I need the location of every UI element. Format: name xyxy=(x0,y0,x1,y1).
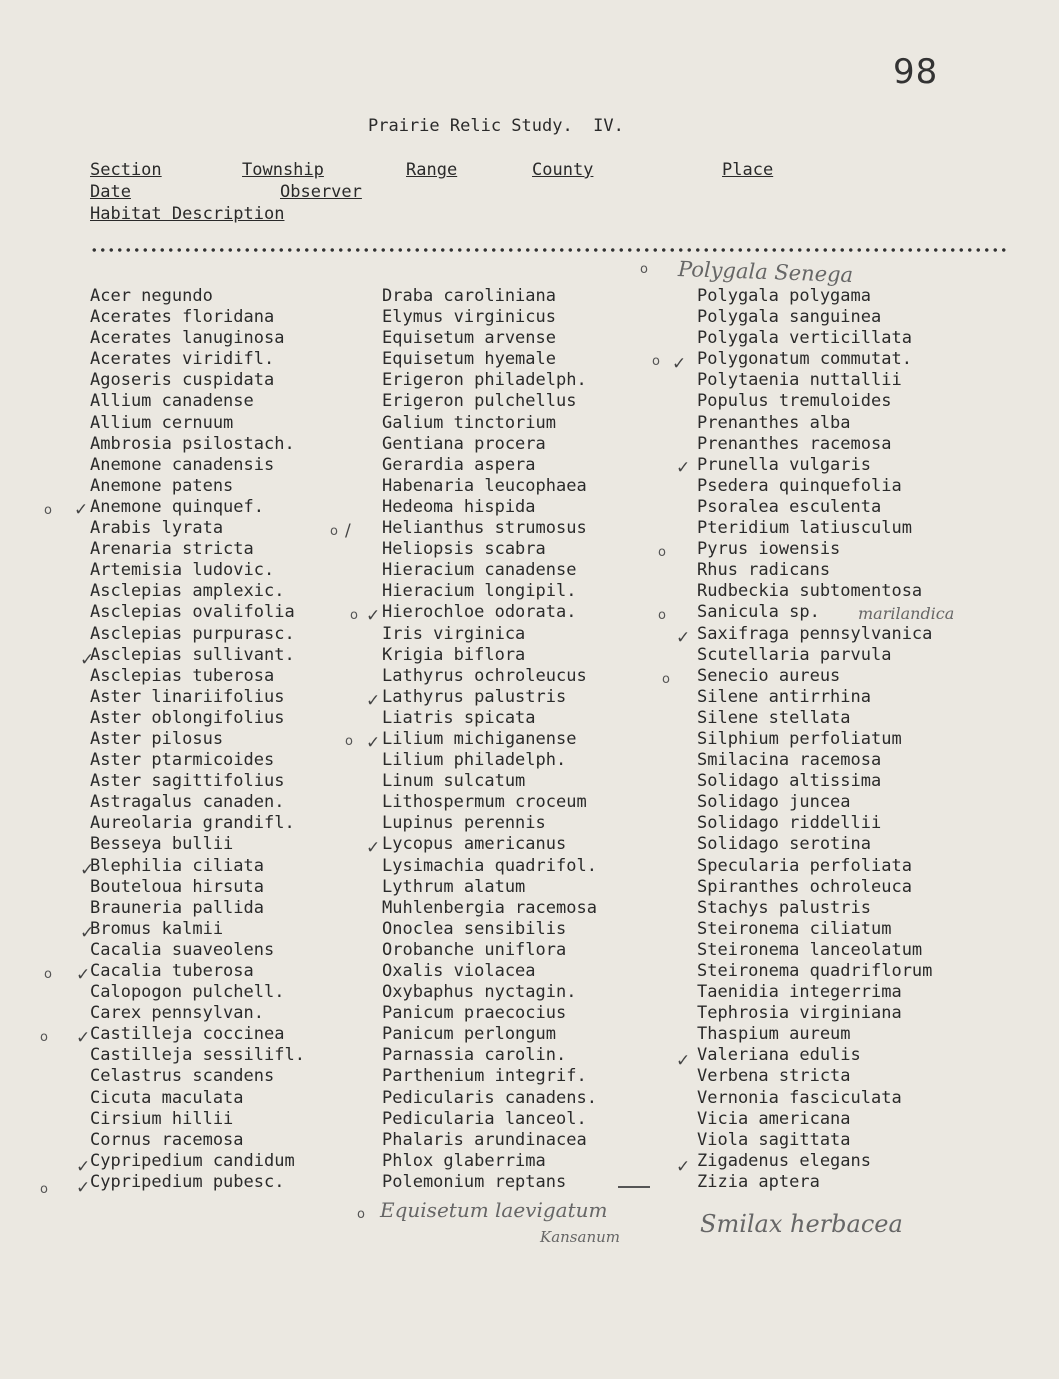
species-entry: Lathyrus palustris xyxy=(382,686,567,707)
species-entry: Aureolaria grandifl. xyxy=(90,813,295,834)
check-mark-icon: ✓ xyxy=(80,923,95,943)
species-entry: Aster oblongifolius xyxy=(90,707,285,728)
species-entry: Erigeron pulchellus xyxy=(382,391,577,412)
species-entry: Equisetum hyemale xyxy=(382,349,556,370)
species-entry: Aster linariifolius xyxy=(90,686,285,707)
species-entry: Silphium perfoliatum xyxy=(697,728,902,749)
species-entry: Allium cernuum xyxy=(90,412,234,433)
species-entry: Elymus virginicus xyxy=(382,307,556,328)
species-entry: Aster ptarmicoides xyxy=(90,750,275,771)
handwritten-polygala-senega: Polygala Senega xyxy=(677,256,854,288)
species-entry: Lilium michiganense xyxy=(382,728,577,749)
header-township: Township xyxy=(242,160,324,180)
circle-mark: o xyxy=(40,1030,48,1045)
check-mark-icon: ✓ xyxy=(76,1157,91,1177)
species-entry: Polygala sanguinea xyxy=(697,307,882,328)
species-entry: Thaspium aureum xyxy=(697,1024,851,1045)
species-entry: Cypripedium candidum xyxy=(90,1150,295,1171)
circle-mark: o xyxy=(658,545,666,560)
species-entry: Linum sulcatum xyxy=(382,771,526,792)
species-entry: Gerardia aspera xyxy=(382,454,536,475)
species-entry: Onoclea sensibilis xyxy=(382,918,567,939)
page-number: 98 xyxy=(893,52,939,92)
check-mark-icon: ✓ xyxy=(76,1178,91,1198)
check-mark-icon: ✓ xyxy=(672,354,687,374)
species-entry: Asclepias sullivant. xyxy=(90,644,295,665)
species-entry: Vernonia fasciculata xyxy=(697,1087,902,1108)
species-entry: Anemone canadensis xyxy=(90,454,275,475)
species-entry: Rhus radicans xyxy=(697,560,831,581)
species-entry: Smilacina racemosa xyxy=(697,750,882,771)
circle-mark: o xyxy=(44,967,52,982)
check-mark-icon: ✓ xyxy=(366,606,381,626)
species-entry: Silene antirrhina xyxy=(697,686,871,707)
species-entry: Spiranthes ochroleuca xyxy=(697,876,912,897)
header-observer: Observer xyxy=(280,182,362,202)
species-entry: Brauneria pallida xyxy=(90,897,264,918)
species-entry: Anemone quinquef. xyxy=(90,496,264,517)
handwritten-equisetum: Equisetum laevigatum xyxy=(380,1198,608,1222)
check-mark-icon: ✓ xyxy=(676,1157,691,1177)
species-entry: Solidago altissima xyxy=(697,771,882,792)
species-entry: Allium canadense xyxy=(90,391,254,412)
handwritten-smilax-herbacea: Smilax herbacea xyxy=(700,1210,903,1238)
species-entry: Castilleja coccinea xyxy=(90,1024,285,1045)
species-entry: Vicia americana xyxy=(697,1108,851,1129)
check-mark-icon: ✓ xyxy=(76,965,91,985)
species-entry: Solidago juncea xyxy=(697,792,851,813)
species-entry: Blephilia ciliata xyxy=(90,855,264,876)
species-entry: Prenanthes alba xyxy=(697,412,851,433)
species-entry: Hieracium longipil. xyxy=(382,581,577,602)
species-entry: Phlox glaberrima xyxy=(382,1150,546,1171)
species-entry: Hieracium canadense xyxy=(382,560,577,581)
species-entry: Lycopus americanus xyxy=(382,834,567,855)
species-entry: Oxalis violacea xyxy=(382,961,536,981)
species-entry: Draba caroliniana xyxy=(382,286,556,306)
species-entry: Liatris spicata xyxy=(382,707,536,728)
species-entry: Iris virginica xyxy=(382,623,526,644)
handwritten-kansanum: Kansanum xyxy=(540,1228,620,1246)
check-mark-icon: ✓ xyxy=(676,1051,691,1071)
species-entry: Cirsium hillii xyxy=(90,1108,234,1129)
species-entry: Scutellaria parvula xyxy=(697,644,892,665)
species-entry: Heliopsis scabra xyxy=(382,539,546,560)
species-entry: Oxybaphus nyctagin. xyxy=(382,982,577,1003)
species-entry: Silene stellata xyxy=(697,707,851,728)
circle-mark: o xyxy=(357,1207,365,1222)
species-entry: Pyrus iowensis xyxy=(697,539,841,560)
handwritten-sanicula-note: marilandica xyxy=(858,604,955,623)
species-entry: Bromus kalmii xyxy=(90,918,224,939)
species-entry: Hierochloe odorata. xyxy=(382,602,577,623)
species-entry: Helianthus strumosus xyxy=(382,518,587,539)
species-entry: Steironema lanceolatum xyxy=(697,939,923,960)
species-entry: Acerates lanuginosa xyxy=(90,328,285,349)
species-entry: Anemone patens xyxy=(90,475,234,496)
header-range: Range xyxy=(406,160,458,180)
species-entry: Lupinus perennis xyxy=(382,813,546,834)
circle-mark: o xyxy=(350,608,358,623)
species-entry: Acerates floridana xyxy=(90,307,275,328)
species-entry: Specularia perfoliata xyxy=(697,855,912,876)
species-entry: Verbena stricta xyxy=(697,1066,851,1087)
species-entry: Acerates viridifl. xyxy=(90,349,275,370)
species-entry: Phalaris arundinacea xyxy=(382,1129,587,1150)
species-entry: Parnassia carolin. xyxy=(382,1045,567,1066)
species-entry: Artemisia ludovic. xyxy=(90,560,275,581)
species-entry: Polygala polygama xyxy=(697,286,871,306)
species-entry: Zigadenus elegans xyxy=(697,1150,871,1171)
check-mark-icon: ✓ xyxy=(366,733,381,753)
species-entry: Lithospermum croceum xyxy=(382,792,587,813)
species-entry: Carex pennsylvan. xyxy=(90,1003,264,1024)
species-entry: Krigia biflora xyxy=(382,644,526,665)
check-mark-icon: ✓ xyxy=(80,650,95,670)
circle-mark: o xyxy=(40,1182,48,1197)
header-county: County xyxy=(532,160,594,180)
circle-mark: o xyxy=(652,354,660,369)
species-entry: Solidago serotina xyxy=(697,834,871,855)
species-entry: Astragalus canaden. xyxy=(90,792,285,813)
species-entry: Cacalia suaveolens xyxy=(90,939,275,960)
species-entry: Cicuta maculata xyxy=(90,1087,244,1108)
species-entry: Pedicularis canadens. xyxy=(382,1087,597,1108)
species-entry: Ambrosia psilostach. xyxy=(90,433,295,454)
species-entry: Polygala verticillata xyxy=(697,328,912,349)
species-entry: Aster pilosus xyxy=(90,728,224,749)
check-mark-icon: ✓ xyxy=(676,458,691,478)
species-entry: Polemonium reptans xyxy=(382,1171,567,1192)
species-entry: Calopogon pulchell. xyxy=(90,982,285,1003)
species-entry: Parthenium integrif. xyxy=(382,1066,587,1087)
species-entry: Zizia aptera xyxy=(697,1171,820,1192)
header-section: Section xyxy=(90,160,162,180)
species-entry: Senecio aureus xyxy=(697,665,841,686)
check-mark-icon: ✓ xyxy=(676,628,691,648)
species-entry: Stachys palustris xyxy=(697,897,871,918)
species-entry: Cornus racemosa xyxy=(90,1129,244,1150)
species-entry: Muhlenbergia racemosa xyxy=(382,897,597,918)
species-entry: Saxifraga pennsylvanica xyxy=(697,623,933,644)
handwritten-dash xyxy=(618,1186,650,1188)
species-entry: Arenaria stricta xyxy=(90,539,254,560)
species-entry: Arabis lyrata xyxy=(90,518,224,539)
species-entry: Populus tremuloides xyxy=(697,391,892,412)
species-column-middle xyxy=(382,286,597,1193)
species-entry: Equisetum arvense xyxy=(382,328,556,349)
species-entry: Galium tinctorium xyxy=(382,412,556,433)
species-entry: Panicum praecocius xyxy=(382,1003,567,1024)
species-entry: Pteridium latiusculum xyxy=(697,518,912,539)
species-entry: Panicum perlongum xyxy=(382,1024,556,1045)
header-habitat: Habitat Description xyxy=(90,204,285,224)
species-entry: Solidago riddellii xyxy=(697,813,882,834)
circle-mark: o xyxy=(640,262,648,277)
check-mark-icon: ✓ xyxy=(366,838,381,858)
circle-mark: o xyxy=(658,608,666,623)
species-entry: Asclepias purpurasc. xyxy=(90,623,295,644)
species-column-left xyxy=(90,286,305,1193)
species-entry: Steironema ciliatum xyxy=(697,918,892,939)
species-entry: Habenaria leucophaea xyxy=(382,475,587,496)
species-entry: Erigeron philadelph. xyxy=(382,370,587,391)
species-entry: Lathyrus ochroleucus xyxy=(382,665,587,686)
species-entry: Rudbeckia subtomentosa xyxy=(697,581,923,602)
check-mark-icon: ✓ xyxy=(76,1028,91,1048)
species-entry: Castilleja sessilifl. xyxy=(90,1045,305,1066)
species-entry: Bouteloua hirsuta xyxy=(90,876,264,897)
document-title: Prairie Relic Study. IV. xyxy=(368,116,624,136)
species-entry: Orobanche uniflora xyxy=(382,939,567,960)
species-entry: Asclepias tuberosa xyxy=(90,665,275,686)
check-mark-icon: / xyxy=(345,521,351,541)
species-entry: Hedeoma hispida xyxy=(382,496,536,517)
species-entry: Lythrum alatum xyxy=(382,876,526,897)
species-entry: Agoseris cuspidata xyxy=(90,370,275,391)
species-entry: Asclepias amplexic. xyxy=(90,581,285,602)
dotted-separator xyxy=(90,248,1010,252)
species-entry: Acer negundo xyxy=(90,286,213,306)
species-entry: Psoralea esculenta xyxy=(697,496,882,517)
species-entry: Cypripedium pubesc. xyxy=(90,1171,285,1192)
species-entry: Gentiana procera xyxy=(382,433,546,454)
circle-mark: o xyxy=(330,524,338,539)
species-entry: Steironema quadriflorum xyxy=(697,961,933,981)
species-column-right xyxy=(697,286,932,1193)
species-entry: Besseya bullii xyxy=(90,834,234,855)
species-entry: Pedicularia lanceol. xyxy=(382,1108,587,1129)
circle-mark: o xyxy=(345,734,353,749)
check-mark-icon: ✓ xyxy=(366,691,381,711)
species-entry: Taenidia integerrima xyxy=(697,982,902,1003)
header-date: Date xyxy=(90,182,131,202)
species-entry: Aster sagittifolius xyxy=(90,771,285,792)
species-entry: Cacalia tuberosa xyxy=(90,961,254,981)
species-entry: Psedera quinquefolia xyxy=(697,475,902,496)
check-mark-icon: ✓ xyxy=(74,500,89,520)
species-entry: Celastrus scandens xyxy=(90,1066,275,1087)
species-entry: Sanicula sp. xyxy=(697,602,820,623)
check-mark-icon: ✓ xyxy=(80,860,95,880)
species-entry: Prunella vulgaris xyxy=(697,454,871,475)
circle-mark: o xyxy=(662,672,670,687)
species-entry: Viola sagittata xyxy=(697,1129,851,1150)
species-entry: Asclepias ovalifolia xyxy=(90,602,295,623)
species-entry: Valeriana edulis xyxy=(697,1045,861,1066)
species-entry: Tephrosia virginiana xyxy=(697,1003,902,1024)
species-entry: Polygonatum commutat. xyxy=(697,349,912,370)
circle-mark: o xyxy=(44,503,52,518)
header-place: Place xyxy=(722,160,774,180)
species-entry: Lilium philadelph. xyxy=(382,750,567,771)
species-entry: Prenanthes racemosa xyxy=(697,433,892,454)
species-entry: Lysimachia quadrifol. xyxy=(382,855,597,876)
species-entry: Polytaenia nuttallii xyxy=(697,370,902,391)
